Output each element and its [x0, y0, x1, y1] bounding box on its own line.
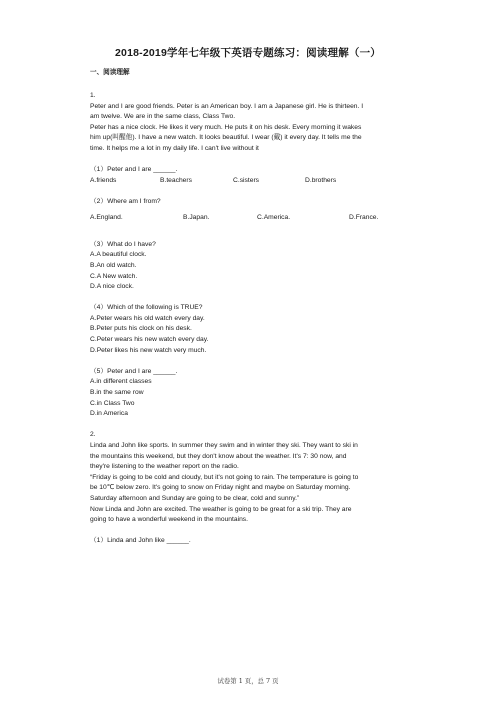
passage-line: “Friday is going to be cold and cloudy, but it's not going to rain. The temperature is going to — [90, 473, 359, 481]
question-stem: （2）Where am I from? — [90, 197, 161, 205]
answer-option: C.America. — [257, 214, 291, 222]
answer-option: D.A nice clock. — [90, 283, 134, 291]
answer-option: A.England. — [90, 214, 123, 222]
answer-option: C.sisters — [233, 176, 260, 184]
question-stem: （1）Linda and John like ______. — [90, 537, 191, 545]
answer-option: D.in America — [90, 410, 128, 418]
passage-line: him up(叫醒他). I have a new watch. It looks beautiful. I wear (戴) it every day. It tells me the — [90, 134, 362, 142]
answer-option: C.Peter wears his new watch every day. — [90, 336, 209, 344]
answer-option: A.in different classes — [90, 378, 152, 386]
passage-line: Linda and John like sports. In summer they swim and in winter they ski. They want to ski in — [90, 442, 358, 449]
option-row — [90, 213, 420, 224]
answer-option: B.Peter puts his clock on his desk. — [90, 325, 192, 333]
passage-line: the mountains this weekend, but they don't know about the weather. It's 7: 30 now, and — [90, 452, 347, 460]
passage-line: going to have a wonderful weekend in the mountains. — [90, 516, 249, 524]
page-title: 2018-2019学年七年级下英语专题练习：阅读理解（一） — [114, 47, 381, 59]
passage-line: Peter has a nice clock. He likes it very much. He puts it on his desk. Every morning it wakes — [90, 123, 362, 131]
answer-option: D.Peter likes his new watch very much. — [90, 346, 207, 354]
document-body — [90, 91, 420, 547]
answer-option: B.Japan. — [183, 214, 210, 222]
question-stem: （3）What do I have? — [90, 240, 156, 248]
answer-option: B.in the same row — [90, 389, 144, 397]
passage-line: am twelve. We are in the same class, Class Two. — [90, 113, 236, 121]
question-stem: （5）Peter and I are ______. — [90, 367, 178, 375]
passage-line: Saturday afternoon and Sunday are going to be clear, cold and sunny.” — [90, 494, 300, 502]
answer-option: D.France. — [349, 214, 379, 222]
question-stem: （4）Which of the following is TRUE? — [90, 304, 203, 312]
answer-option: A.Peter wears his old watch every day. — [90, 314, 205, 322]
passage-line: they're listening to the weather report on the radio. — [90, 463, 239, 471]
question-stem: （1）Peter and I are ______. — [90, 166, 178, 174]
answer-option: D.brothers — [305, 176, 337, 184]
answer-option: B.teachers — [160, 176, 192, 184]
answer-option: C.in Class Two — [90, 399, 135, 407]
passage-number: 1. — [90, 92, 96, 99]
answer-option: A.friends — [90, 176, 117, 184]
passage-line: Now Linda and John are excited. The weather is going to be great for a ski trip. They are — [90, 505, 352, 513]
answer-option: C.A New watch. — [90, 272, 138, 280]
passage-line: be 10℃ below zero. It's going to snow on Friday night and maybe on Saturday morning. — [90, 484, 351, 492]
passage-line: time. It helps me a lot in my daily life. I can't live without it — [90, 144, 259, 152]
passage-line: Peter and I are good friends. Peter is an American boy. I am a Japanese girl. He is thirteen. I — [90, 102, 364, 110]
answer-option: B.An old watch. — [90, 261, 137, 269]
page-footer: 试卷第 1 页，总 7 页 — [217, 677, 279, 685]
section-heading: 一、阅读理解 — [90, 69, 130, 76]
answer-option: A.A beautiful clock. — [90, 251, 147, 259]
passage-number: 2. — [90, 431, 96, 439]
option-row — [90, 176, 420, 187]
